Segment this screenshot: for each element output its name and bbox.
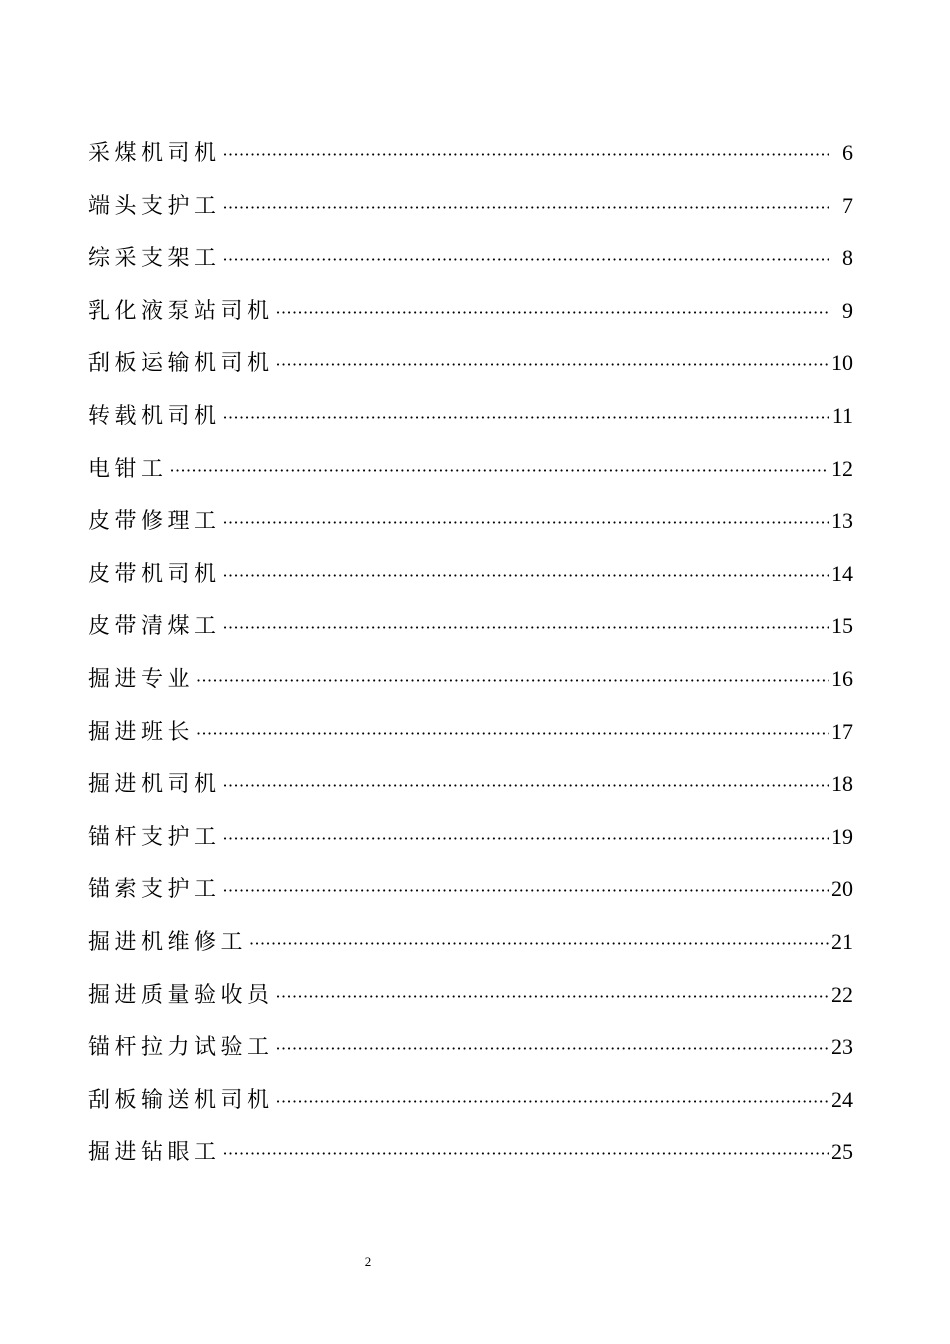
toc-entry-title: 转载机司机 (88, 403, 221, 429)
toc-entry-title: 综采支架工 (88, 246, 221, 272)
toc-entry-title: 锚杆支护工 (88, 824, 221, 850)
toc-entry-page: 8 (842, 245, 853, 271)
toc-entry-title: 端头支护工 (88, 193, 221, 219)
toc-dot-leader (276, 1023, 829, 1076)
toc-entry-title: 皮带修理工 (88, 509, 221, 535)
toc-entry-page: 22 (831, 981, 853, 1007)
toc-dot-leader (223, 813, 829, 866)
toc-entry-page: 11 (831, 402, 853, 428)
toc-dot-leader (223, 865, 829, 918)
toc-entry-title: 锚索支护工 (88, 877, 221, 903)
toc-entry[interactable] (88, 969, 853, 1022)
toc-dot-leader (276, 1076, 829, 1129)
toc-dot-leader (196, 655, 829, 708)
toc-entry-page: 23 (831, 1034, 853, 1060)
toc-entry-title: 皮带机司机 (88, 561, 221, 587)
toc-entry[interactable] (88, 337, 853, 390)
toc-entry-page: 24 (831, 1086, 853, 1112)
toc-entry-page: 17 (831, 718, 853, 744)
toc-entry[interactable] (88, 127, 853, 180)
toc-entry[interactable] (88, 706, 853, 759)
toc-dot-leader (223, 182, 829, 235)
table-of-contents (88, 127, 853, 1179)
toc-entry-page: 19 (831, 823, 853, 849)
toc-entry-page: 13 (831, 508, 853, 534)
toc-entry-title: 掘进质量验收员 (88, 982, 274, 1008)
toc-entry-title: 掘进机维修工 (88, 929, 248, 955)
toc-entry-page: 9 (842, 297, 853, 323)
toc-entry-page: 15 (831, 613, 853, 639)
toc-entry-page: 21 (831, 928, 853, 954)
toc-entry-title: 乳化液泵站司机 (88, 298, 274, 324)
toc-entry[interactable] (88, 285, 853, 338)
toc-dot-leader (276, 971, 829, 1024)
toc-entry[interactable] (88, 653, 853, 706)
toc-entry-title: 掘进机司机 (88, 772, 221, 798)
toc-entry[interactable] (88, 758, 853, 811)
toc-dot-leader (276, 287, 829, 340)
toc-entry-title: 采煤机司机 (88, 141, 221, 166)
toc-entry[interactable] (88, 1074, 853, 1127)
toc-dot-leader (223, 550, 829, 603)
toc-entry-page: 12 (831, 455, 853, 481)
toc-entry[interactable] (88, 600, 853, 653)
toc-entry[interactable] (88, 548, 853, 601)
toc-entry[interactable] (88, 1126, 853, 1179)
toc-entry-title: 刮板运输机司机 (88, 351, 274, 377)
toc-entry[interactable] (88, 1021, 853, 1074)
toc-entry[interactable] (88, 811, 853, 864)
toc-entry-page: 18 (831, 771, 853, 797)
toc-entry-page: 7 (842, 192, 853, 218)
toc-entry[interactable] (88, 232, 853, 285)
toc-entry-title: 皮带清煤工 (88, 614, 221, 640)
toc-dot-leader (276, 339, 829, 392)
toc-dot-leader (223, 234, 829, 287)
toc-entry[interactable] (88, 916, 853, 969)
toc-entry-title: 掘进钻眼工 (88, 1140, 221, 1166)
toc-entry-page: 14 (831, 560, 853, 586)
toc-entry[interactable] (88, 390, 853, 443)
toc-entry-page: 25 (831, 1139, 853, 1165)
toc-entry-title: 刮板输送机司机 (88, 1087, 274, 1113)
toc-dot-leader (196, 708, 829, 761)
toc-entry-title: 掘进班长 (88, 719, 195, 745)
toc-entry-title: 电钳工 (88, 456, 168, 482)
toc-entry-page: 10 (831, 350, 853, 376)
toc-dot-leader (223, 602, 829, 655)
toc-entry-title: 锚杆拉力试验工 (88, 1035, 274, 1061)
toc-dot-leader (223, 392, 829, 445)
toc-entry[interactable] (88, 180, 853, 233)
toc-entry[interactable] (88, 495, 853, 548)
toc-dot-leader (223, 129, 829, 182)
toc-entry-title: 掘进专业 (88, 666, 195, 692)
toc-entry-page: 20 (831, 876, 853, 902)
toc-entry-page: 16 (831, 665, 853, 691)
toc-dot-leader (223, 1128, 829, 1181)
toc-dot-leader (223, 497, 829, 550)
toc-dot-leader (249, 918, 829, 971)
toc-entry-page: 6 (842, 140, 853, 165)
toc-entry[interactable] (88, 863, 853, 916)
toc-dot-leader (223, 760, 829, 813)
toc-dot-leader (170, 445, 829, 498)
toc-entry[interactable] (88, 443, 853, 496)
page-number: 2 (364, 1254, 372, 1269)
